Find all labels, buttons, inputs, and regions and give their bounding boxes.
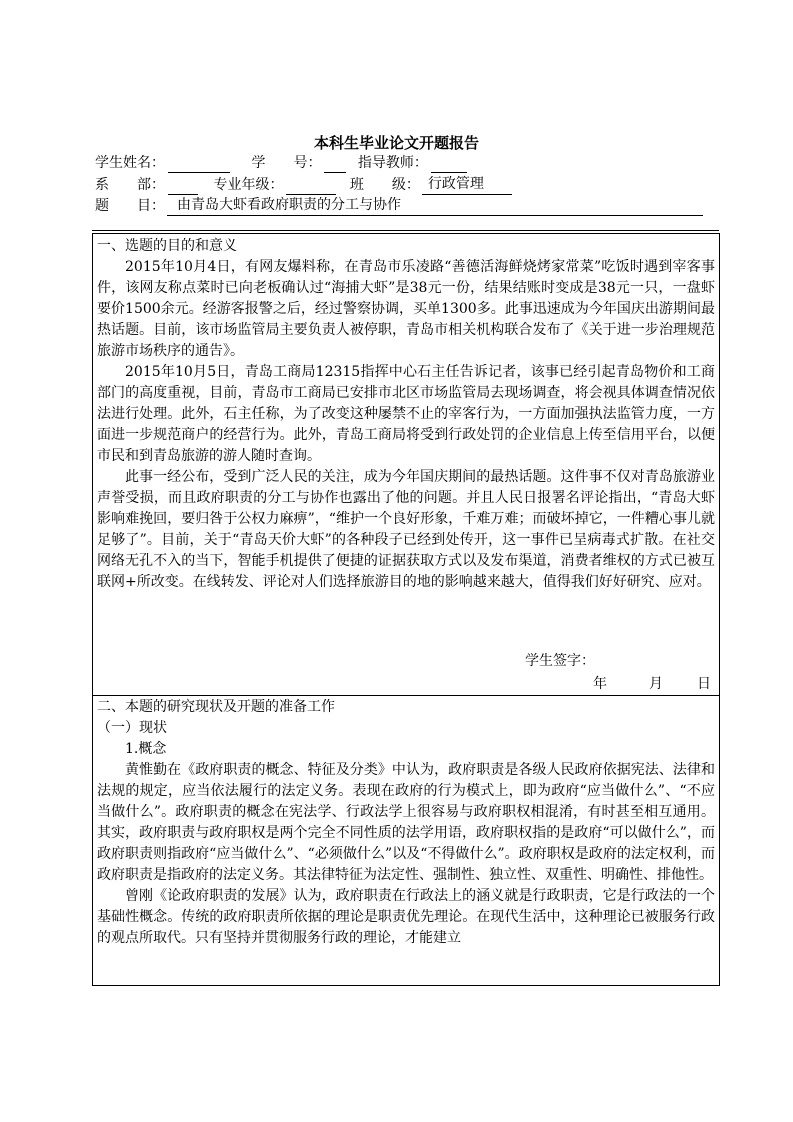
- table-top-border: [92, 230, 719, 231]
- topic-value[interactable]: 由青岛大虾看政府职责的分工与协作: [167, 195, 703, 216]
- class-label: 班 级：: [349, 177, 420, 193]
- report-table: [92, 233, 720, 986]
- date-year-label: 年: [593, 676, 607, 692]
- advisor-label: 指导教师：: [357, 155, 428, 171]
- section-1: [97, 236, 715, 593]
- major-grade-field[interactable]: [286, 178, 336, 195]
- section-1-heading: 一、选题的目的和意义: [97, 238, 237, 254]
- section-2-paragraph: 黄惟勤在《政府职责的概念、特征及分类》中认为，政府职责是各级人民政府依据宪法、法律和法规的规定，应当依法履行的法定义务。表现在政府的行为模式上，即为政府“应当做什么”、“不应当做什么”。政府职责的概念在宪法学、行政法学上很容易与政府职权相混淆，有时甚至相互通用。其实，政府职责与政府职权是两个完全不同性质的法学用语，政府职权指的是政府“可以做什么”，而政府职责则指政府“应当做什么”、“必须做什么”以及“不得做什么”。政府职权是政府的法定权利，而政府职责是指政府的法定义务。其法律特征为法定性、强制性、独立性、双重性、明确性、排他性。: [97, 762, 715, 883]
- section-2-subheading: （一）现状: [97, 720, 167, 736]
- advisor-field[interactable]: [431, 156, 467, 173]
- topic-label: 题 目：: [95, 198, 165, 214]
- major-grade-label: 专业年级：: [213, 177, 284, 193]
- section-1-paragraph: 2015年10月5日，青岛工商局12315指挥中心石主任告诉记者，该事已经引起青岛物价和工商部门的高度重视，目前，青岛市工商局已安排市北区市场监管局去现场调查，将会视具体调查情况依法进行处理。此外，石主任称，为了改变这种屡禁不止的宰客行为，一方面加强执法监管力度，一方面进一步规范商户的经营行为。此外，青岛工商局将受到行政处罚的企业信息上传至信用平台，以便市民和到青岛旅游的游人随时查询。: [97, 364, 715, 464]
- section-2-heading: 二、本题的研究现状及开题的准备工作: [97, 699, 335, 715]
- student-id-field[interactable]: [324, 156, 346, 173]
- student-id-label: 学 号：: [251, 155, 322, 171]
- department-field[interactable]: [168, 178, 198, 195]
- date-month-label: 月: [649, 676, 663, 692]
- header-row-3: [95, 195, 703, 216]
- section-2-item: 1.概念: [125, 741, 167, 757]
- section-divider: [93, 695, 719, 696]
- document-title: 本科生毕业论文开题报告: [313, 134, 479, 152]
- section-1-paragraph: 2015年10月4日，有网友爆料称，在青岛市乐凌路“善德活海鲜烧烤家常菜”吃饭时遇到宰客事件，该网友称点菜时已向老板确认过“海捕大虾”是38元一份，结果结账时变成是38元一只，一盘虾要价1500余元。经游客报警之后，经过警察协调，买单1300多。此事迅速成为今年国庆出游期间最热话题。目前，该市场监管局主要负责人被停职，青岛市相关机构联合发布了《关于进一步治理规范旅游市场秩序的通告》。: [97, 259, 715, 359]
- date-day-label: 日: [697, 676, 711, 692]
- department-label: 系 部：: [95, 177, 165, 193]
- student-signature-label: 学生签字：: [525, 653, 595, 669]
- section-1-paragraph: 此事一经公布，受到广泛人民的关注，成为今年国庆期间的最热话题。这件事不仅对青岛旅游业声誉受损，而且政府职责的分工与协作也露出了他的问题。并且人民日报署名评论指出，“青岛大虾影响难挽回，要归咎于公权力麻痹”，“维护一个良好形象，千难万难；而破坏掉它，一件糟心事儿就足够了”。目前，关于“青岛天价大虾”的各种段子已经到处传开，这一事件已呈病毒式扩散。在社交网络无孔不入的当下，智能手机提供了便捷的证据获取方式以及发布渠道，消费者维权的方式已被互联网+所改变。在线转发、评论对人们选择旅游目的地的影响越来越大，值得我们好好研究、应对。: [97, 469, 715, 590]
- header-row-1: [95, 153, 470, 173]
- student-name-label: 学生姓名：: [95, 155, 165, 171]
- header-row-2: [95, 174, 512, 195]
- student-name-field[interactable]: [168, 156, 230, 173]
- section-2: [97, 697, 715, 949]
- class-value[interactable]: 行政管理: [422, 174, 512, 195]
- section-2-paragraph: 曾刚《论政府职责的发展》认为，政府职责在行政法上的涵义就是行政职责，它是行政法的一个基础性概念。传统的政府职责所依据的理论是职责优先理论。在现代生活中，这种理论已被服务行政的观点所取代。只有坚持并贯彻服务行政的理论，才能建立: [97, 888, 715, 946]
